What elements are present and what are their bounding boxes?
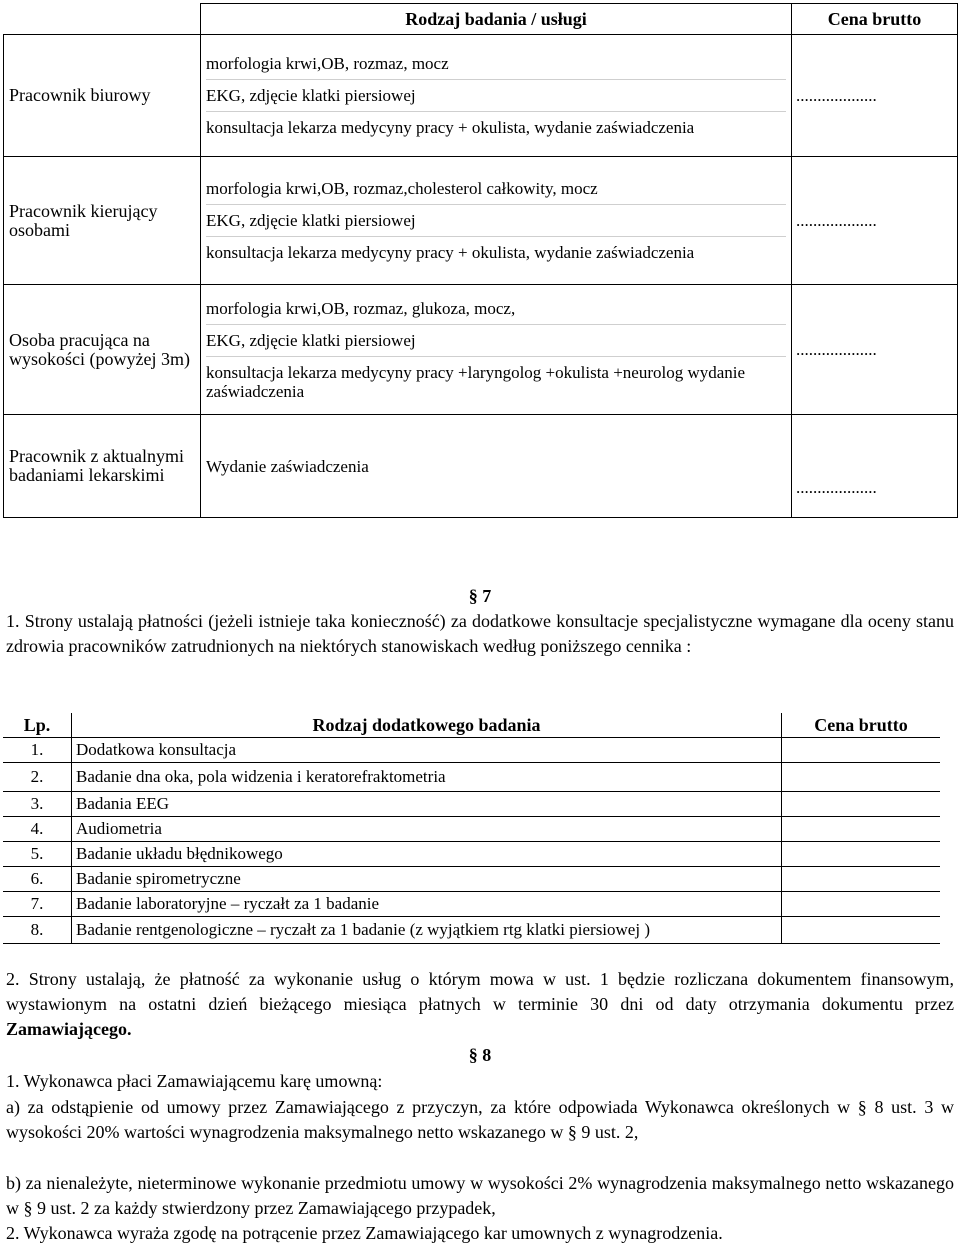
section-7-heading: § 7 [468, 586, 492, 606]
services-cell [201, 157, 792, 285]
service-line: EKG, zdjęcie klatki piersiowej [206, 325, 786, 357]
category-cell: Pracownik biurowy [4, 35, 201, 157]
price-cell: ................... [792, 35, 958, 157]
price-cell: ................... [792, 157, 958, 285]
service-line: morfologia krwi,OB, rozmaz,cholesterol całkowity, mocz [206, 173, 786, 205]
price-cell: ................... [792, 415, 958, 518]
paragraph-2-text: 2. Strony ustalają, że płatność za wykonanie usług o którym mowa w ust. 1 będzie rozliczana dokumentem finansowym, wystawionym na ostatni dzień bieżącego miesiąca płatnych w terminie 30 dni od daty otrzymania dokumentu przez [6, 969, 954, 1014]
header-type: Rodzaj dodatkowego badania [312, 715, 541, 735]
row-name: Badanie spirometryczne [72, 867, 782, 892]
section-7-paragraph-2 [6, 967, 954, 1042]
section-8-paragraph-1: 1. Wykonawca płaci Zamawiającemu karę umowną: [6, 1071, 383, 1091]
row-number: 1. [3, 738, 72, 763]
row-name: Audiometria [72, 817, 782, 842]
services-cell [201, 35, 792, 157]
header-lp: Lp. [3, 713, 72, 738]
service-line: morfologia krwi,OB, rozmaz, glukoza, mocz, [206, 293, 786, 325]
category-cell: Pracownik kierujący osobami [4, 157, 201, 285]
section-8-paragraph-2: 2. Wykonawca wyraża zgodę na potrącenie przez Zamawiającego kar umownych z wynagrodzenia. [6, 1223, 723, 1243]
paragraph-2-bold: Zamawiającego. [6, 1019, 132, 1039]
category-cell: Osoba pracująca na wysokości (powyżej 3m) [4, 285, 201, 415]
row-number: 3. [3, 792, 72, 817]
row-price [782, 867, 941, 892]
row-price [782, 792, 941, 817]
services-cell [201, 285, 792, 415]
row-price [782, 842, 941, 867]
pricing-table [3, 3, 958, 518]
header-price: Cena brutto [792, 4, 958, 35]
row-number: 8. [3, 917, 72, 944]
section-8-point-a: a) za odstąpienie od umowy przez Zamawiającego z przyczyn, za które odpowiada Wykonawca określonych w § 8 ust. 3 w wysokości 20% wartości wynagrodzenia maksymalnego netto wskazanego w § 9 ust. 2, [6, 1097, 954, 1142]
row-name: Dodatkowa konsultacja [72, 738, 782, 763]
service-line: konsultacja lekarza medycyny pracy + okulista, wydanie zaświadczenia [206, 118, 695, 137]
service-line: EKG, zdjęcie klatki piersiowej [206, 80, 786, 112]
row-number: 5. [3, 842, 72, 867]
row-price [782, 892, 941, 917]
section-7-paragraph-1: 1. Strony ustalają płatności (jeżeli istnieje taka konieczność) za dodatkowe konsultacje specjalistyczne wymagane dla oceny stanu zdrowia pracowników zatrudnionych na niektórych stanowiskach według poniższego cennika : [6, 611, 954, 656]
row-price [782, 817, 941, 842]
row-number: 2. [3, 763, 72, 792]
category-cell: Pracownik z aktualnymi badaniami lekarskimi [4, 415, 201, 518]
row-price [782, 738, 941, 763]
price-cell: ................... [792, 285, 958, 415]
header-price: Cena brutto [782, 713, 941, 738]
service-line: konsultacja lekarza medycyny pracy +laryngolog +okulista +neurolog wydanie zaświadczenia [206, 362, 746, 401]
service-line: konsultacja lekarza medycyny pracy + okulista, wydanie zaświadczenia [206, 243, 695, 262]
row-number: 7. [3, 892, 72, 917]
row-name: Badania EEG [72, 792, 782, 817]
service-line: EKG, zdjęcie klatki piersiowej [206, 205, 786, 237]
section-8-heading: § 8 [468, 1045, 492, 1065]
row-number: 6. [3, 867, 72, 892]
header-service: Rodzaj badania / usługi [201, 4, 792, 35]
row-price [782, 763, 941, 792]
row-price [782, 917, 941, 944]
row-number: 4. [3, 817, 72, 842]
row-name: Badanie dna oka, pola widzenia i keratorefraktometria [72, 763, 782, 792]
row-name: Badanie rentgenologiczne – ryczałt za 1 badanie (z wyjątkiem rtg klatki piersiowej ) [72, 917, 782, 944]
additional-exams-table [3, 713, 940, 944]
row-name: Badanie laboratoryjne – ryczałt za 1 badanie [72, 892, 782, 917]
service-line: morfologia krwi,OB, rozmaz, mocz [206, 48, 786, 80]
section-8-point-b: b) za nienależyte, nieterminowe wykonanie przedmiotu umowy w wysokości 2% wynagrodzenia maksymalnego netto wskazanego w § 9 ust. 2 za każdy stwierdzony przez Zamawiającego przypadek, [6, 1173, 954, 1218]
service-line: Wydanie zaświadczenia [206, 456, 369, 476]
header-empty [4, 4, 201, 35]
services-cell [201, 415, 792, 518]
row-name: Badanie układu błędnikowego [72, 842, 782, 867]
